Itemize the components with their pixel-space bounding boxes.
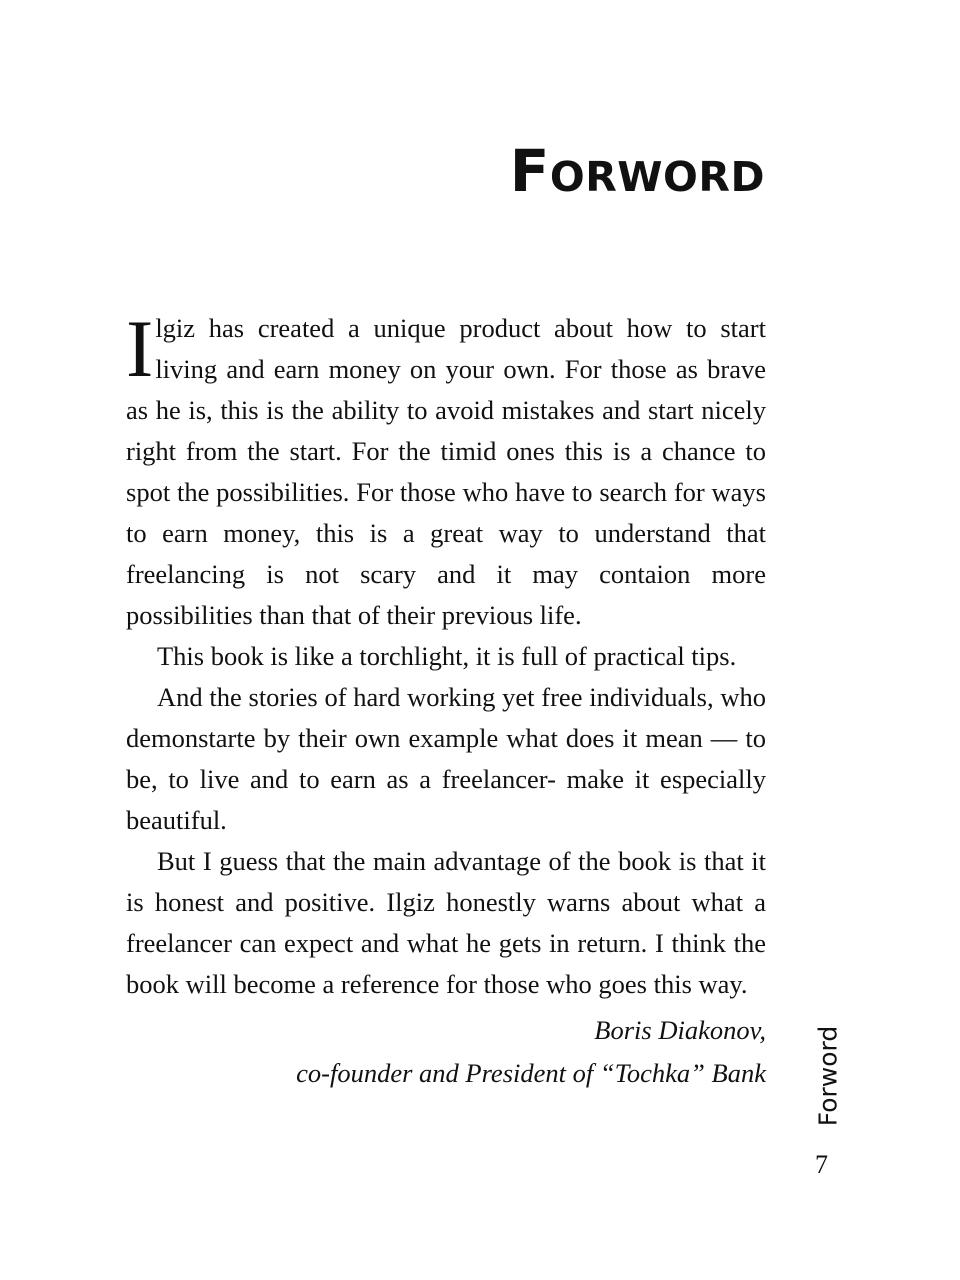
signature-block [126,1009,766,1095]
chapter-title: Forword [509,137,765,205]
signature-name: Boris Diakonov, [594,1015,766,1045]
forword-body [126,303,766,1095]
drop-cap: I [126,303,154,394]
paragraph-3: And the stories of hard working yet free individuals, who demonstarte by their own example what does it mean — to be, to live and to earn as a freelancer- make it especially beautiful. [126,682,766,835]
paragraph-1-text: lgiz has created a unique product about how to start living and earn money on your own. For those as brave as he is, this is the ability to avoid mistakes and start nicely right from the start. For the timid ones this is a chance to spot the possibilities. For those who have to search for ways to earn money, this is a great way to understand that freelancing is not scary and it may contaion more possibilities than that of their previous life. [126,313,766,630]
paragraph-4: But I guess that the main advantage of the book is that it is honest and positive. Ilgiz honestly warns about what a freelancer can expect and what he gets in return. I think the book will become a reference for those who goes this way. [126,846,766,999]
signature-role: co-founder and President of “Tochka” Bank [296,1058,766,1088]
paragraph-2: This book is like a torchlight, it is full of practical tips. [157,641,737,671]
paragraph-1 [126,303,766,636]
page-number: 7 [815,1150,828,1179]
running-head: Forword [813,1025,843,1127]
